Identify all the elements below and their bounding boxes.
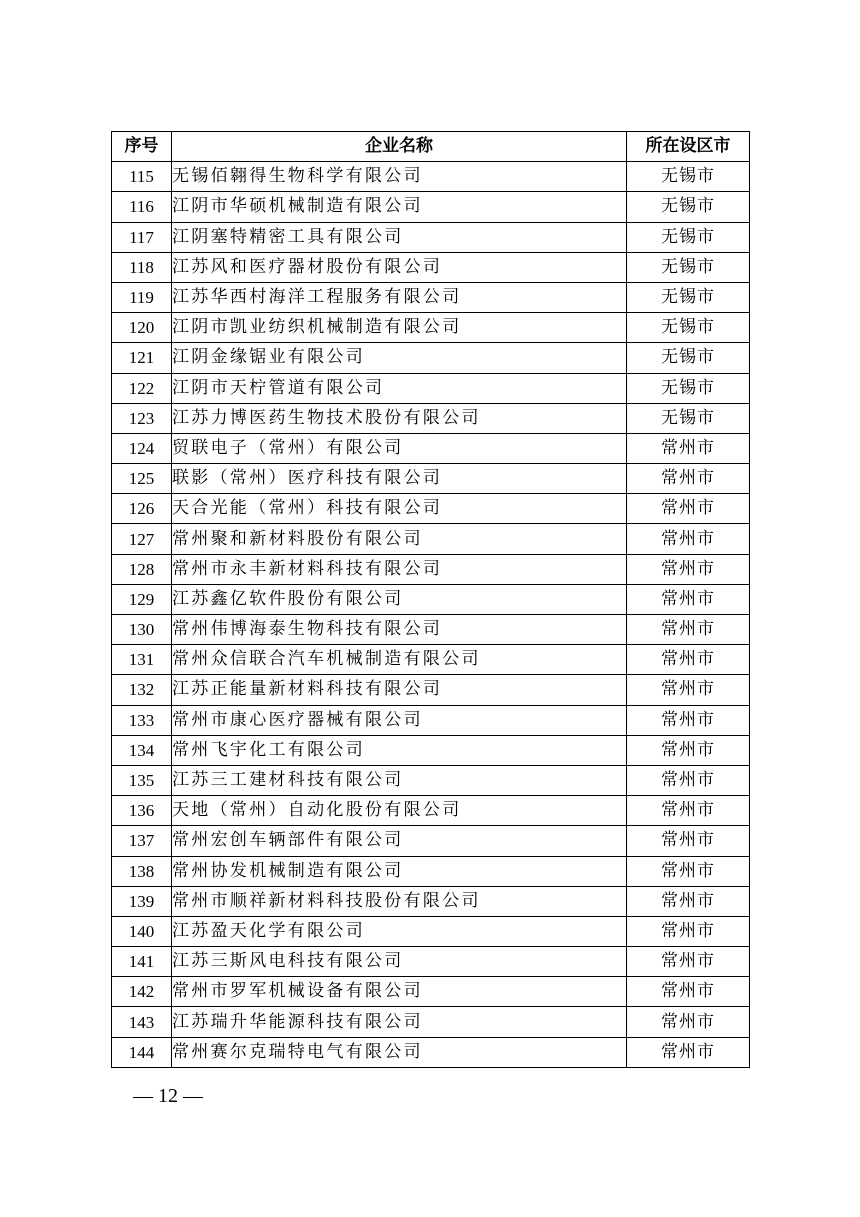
serial-number-cell: 125 <box>112 464 172 494</box>
city-cell: 常州市 <box>627 796 750 826</box>
city-cell: 无锡市 <box>627 192 750 222</box>
serial-number-cell: 127 <box>112 524 172 554</box>
enterprise-name-cell: 江阴市华硕机械制造有限公司 <box>172 192 627 222</box>
table-row <box>112 524 750 554</box>
enterprise-name-cell: 常州伟博海泰生物科技有限公司 <box>172 615 627 645</box>
city-cell: 无锡市 <box>627 162 750 192</box>
city-cell: 常州市 <box>627 977 750 1007</box>
enterprise-name-cell: 常州赛尔克瑞特电气有限公司 <box>172 1037 627 1067</box>
serial-number-cell: 138 <box>112 856 172 886</box>
enterprise-name-cell: 江阴市天柠管道有限公司 <box>172 373 627 403</box>
enterprise-name-cell: 江苏三斯风电科技有限公司 <box>172 947 627 977</box>
city-cell: 常州市 <box>627 916 750 946</box>
enterprise-name-cell: 常州宏创车辆部件有限公司 <box>172 826 627 856</box>
table-row <box>112 826 750 856</box>
serial-number-cell: 144 <box>112 1037 172 1067</box>
city-cell: 无锡市 <box>627 343 750 373</box>
serial-number-cell: 136 <box>112 796 172 826</box>
table-row <box>112 464 750 494</box>
table-body <box>112 162 750 1068</box>
table-row <box>112 313 750 343</box>
city-cell: 常州市 <box>627 645 750 675</box>
enterprise-name-cell: 常州飞宇化工有限公司 <box>172 735 627 765</box>
city-cell: 无锡市 <box>627 403 750 433</box>
header-serial-number: 序号 <box>112 132 172 162</box>
city-cell: 常州市 <box>627 584 750 614</box>
enterprise-name-cell: 江苏三工建材科技有限公司 <box>172 765 627 795</box>
city-cell: 常州市 <box>627 554 750 584</box>
city-cell: 常州市 <box>627 675 750 705</box>
header-city: 所在设区市 <box>627 132 750 162</box>
serial-number-cell: 142 <box>112 977 172 1007</box>
enterprise-name-cell: 常州市顺祥新材料科技股份有限公司 <box>172 886 627 916</box>
city-cell: 常州市 <box>627 1037 750 1067</box>
serial-number-cell: 122 <box>112 373 172 403</box>
enterprise-name-cell: 常州市永丰新材料科技有限公司 <box>172 554 627 584</box>
serial-number-cell: 133 <box>112 705 172 735</box>
city-cell: 无锡市 <box>627 252 750 282</box>
city-cell: 常州市 <box>627 494 750 524</box>
serial-number-cell: 132 <box>112 675 172 705</box>
city-cell: 常州市 <box>627 615 750 645</box>
enterprise-name-cell: 常州市罗军机械设备有限公司 <box>172 977 627 1007</box>
city-cell: 常州市 <box>627 765 750 795</box>
city-cell: 常州市 <box>627 886 750 916</box>
serial-number-cell: 137 <box>112 826 172 856</box>
city-cell: 无锡市 <box>627 282 750 312</box>
city-cell: 常州市 <box>627 705 750 735</box>
serial-number-cell: 135 <box>112 765 172 795</box>
enterprise-name-cell: 常州市康心医疗器械有限公司 <box>172 705 627 735</box>
city-cell: 常州市 <box>627 1007 750 1037</box>
serial-number-cell: 141 <box>112 947 172 977</box>
enterprise-name-cell: 江苏力博医药生物技术股份有限公司 <box>172 403 627 433</box>
table-row <box>112 796 750 826</box>
serial-number-cell: 129 <box>112 584 172 614</box>
city-cell: 常州市 <box>627 826 750 856</box>
serial-number-cell: 140 <box>112 916 172 946</box>
table-row <box>112 735 750 765</box>
serial-number-cell: 118 <box>112 252 172 282</box>
city-cell: 常州市 <box>627 947 750 977</box>
table-header-row <box>112 132 750 162</box>
serial-number-cell: 117 <box>112 222 172 252</box>
table-row <box>112 222 750 252</box>
serial-number-cell: 139 <box>112 886 172 916</box>
table-row <box>112 1037 750 1067</box>
enterprise-name-cell: 江阴市凯业纺织机械制造有限公司 <box>172 313 627 343</box>
enterprise-name-cell: 无锡佰翱得生物科学有限公司 <box>172 162 627 192</box>
page-number: — 12 — <box>133 1085 203 1107</box>
table-row <box>112 977 750 1007</box>
serial-number-cell: 128 <box>112 554 172 584</box>
table-row <box>112 373 750 403</box>
enterprise-name-cell: 联影（常州）医疗科技有限公司 <box>172 464 627 494</box>
table-row <box>112 886 750 916</box>
table-row <box>112 675 750 705</box>
enterprise-name-cell: 江苏华西村海洋工程服务有限公司 <box>172 282 627 312</box>
enterprise-name-cell: 贸联电子（常州）有限公司 <box>172 433 627 463</box>
serial-number-cell: 130 <box>112 615 172 645</box>
city-cell: 常州市 <box>627 856 750 886</box>
city-cell: 常州市 <box>627 735 750 765</box>
enterprise-name-cell: 江阴塞特精密工具有限公司 <box>172 222 627 252</box>
table-row <box>112 282 750 312</box>
enterprise-name-cell: 江苏瑞升华能源科技有限公司 <box>172 1007 627 1037</box>
serial-number-cell: 126 <box>112 494 172 524</box>
city-cell: 无锡市 <box>627 313 750 343</box>
table-row <box>112 433 750 463</box>
table-row <box>112 765 750 795</box>
city-cell: 常州市 <box>627 433 750 463</box>
enterprise-name-cell: 常州众信联合汽车机械制造有限公司 <box>172 645 627 675</box>
table-row <box>112 252 750 282</box>
serial-number-cell: 124 <box>112 433 172 463</box>
table-row <box>112 916 750 946</box>
table-row <box>112 615 750 645</box>
table-row <box>112 343 750 373</box>
serial-number-cell: 143 <box>112 1007 172 1037</box>
table-row <box>112 705 750 735</box>
table-row <box>112 162 750 192</box>
enterprise-name-cell: 江苏鑫亿软件股份有限公司 <box>172 584 627 614</box>
enterprise-name-cell: 常州聚和新材料股份有限公司 <box>172 524 627 554</box>
serial-number-cell: 115 <box>112 162 172 192</box>
table-row <box>112 554 750 584</box>
city-cell: 常州市 <box>627 464 750 494</box>
table-row <box>112 645 750 675</box>
serial-number-cell: 120 <box>112 313 172 343</box>
table-row <box>112 856 750 886</box>
serial-number-cell: 116 <box>112 192 172 222</box>
table-row <box>112 947 750 977</box>
table-row <box>112 192 750 222</box>
enterprise-name-cell: 天合光能（常州）科技有限公司 <box>172 494 627 524</box>
enterprise-name-cell: 常州协发机械制造有限公司 <box>172 856 627 886</box>
enterprise-name-cell: 江苏风和医疗器材股份有限公司 <box>172 252 627 282</box>
serial-number-cell: 123 <box>112 403 172 433</box>
city-cell: 无锡市 <box>627 222 750 252</box>
city-cell: 无锡市 <box>627 373 750 403</box>
serial-number-cell: 119 <box>112 282 172 312</box>
table-row <box>112 494 750 524</box>
table-row <box>112 584 750 614</box>
enterprise-name-cell: 江苏正能量新材料科技有限公司 <box>172 675 627 705</box>
serial-number-cell: 134 <box>112 735 172 765</box>
serial-number-cell: 131 <box>112 645 172 675</box>
enterprise-name-cell: 天地（常州）自动化股份有限公司 <box>172 796 627 826</box>
enterprise-name-cell: 江苏盈天化学有限公司 <box>172 916 627 946</box>
serial-number-cell: 121 <box>112 343 172 373</box>
header-enterprise-name: 企业名称 <box>172 132 627 162</box>
enterprise-table <box>111 131 750 1068</box>
table-row <box>112 1007 750 1037</box>
city-cell: 常州市 <box>627 524 750 554</box>
enterprise-name-cell: 江阴金缘锯业有限公司 <box>172 343 627 373</box>
table-row <box>112 403 750 433</box>
